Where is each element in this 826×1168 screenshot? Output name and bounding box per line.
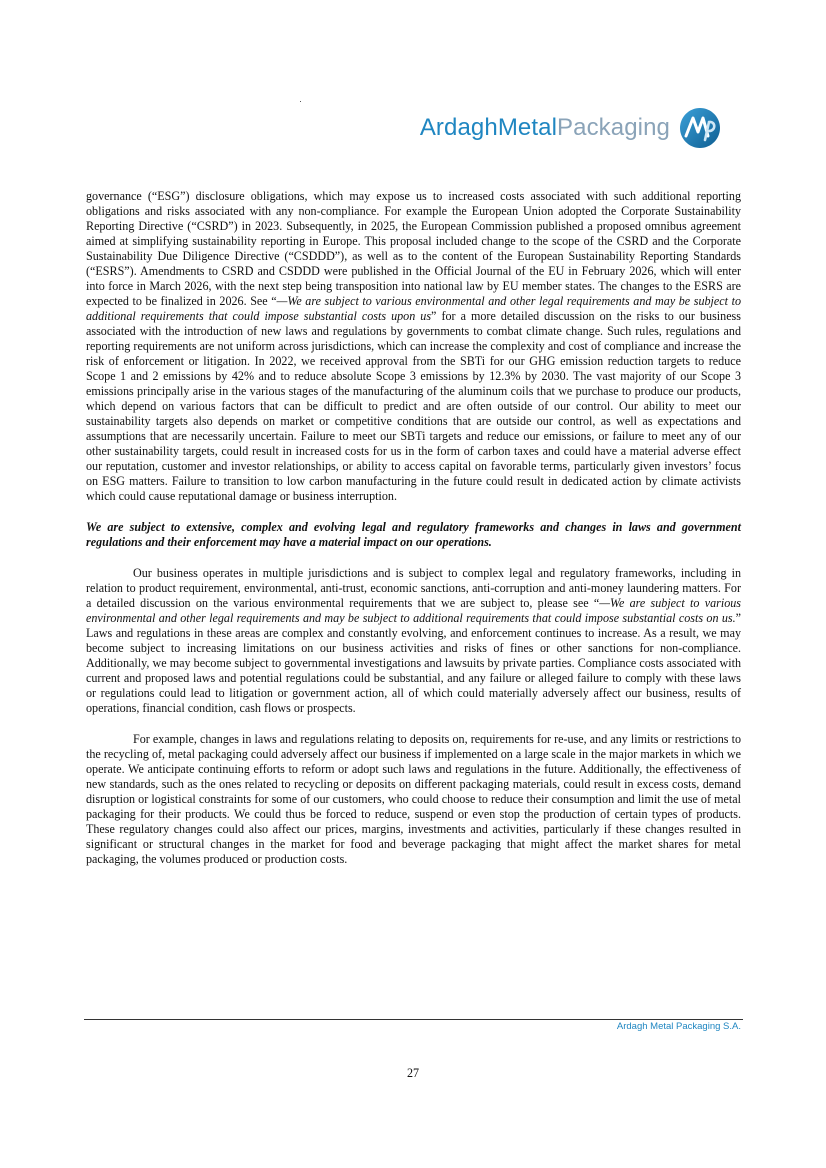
amp-logo-icon	[678, 106, 722, 150]
cross-reference-link[interactable]: —We are subject to various environmental and other legal requirements and may be subject to additional requirements that could impose substantial costs on us.	[86, 596, 742, 625]
paragraph-esg-disclosure: governance (“ESG”) disclosure obligations, which may expose us to increased costs associated with such additional reporting obligations and risks associated with any non-compliance. For example the European Union adopted the Corporate Sustainability Reporting Directive (“CSRD”) in 2023. Subsequently, in 2025, the European Commission published a proposed omnibus agreement aimed at simplifying sustainability reporting in Europe. This proposal included change to the scope of the CSRD and the Corporate Sustainability Due Diligence Directive (“CSDDD”), as well as to the content of the European Sustainability Reporting Standards (“ESRS”). Amendments to CSRD and CSDDD were published in the Official Journal of the EU in February 2026, which will enter into force in March 2026, with the next step being transposition into national law by EU member states. The changes to the ESRS are expected to be finalized in 2026. See “—We are subject to various environmental and other legal requirements and may be subject to additional requirements that could impose substantial costs upon us” for a more detailed discussion on the risks to our business associated with the introduction of new laws and regulations by governments to combat climate change. Such rules, regulations and reporting requirements are not uniform across jurisdictions, which can increase the complexity and cost of compliance and increase the risk of enforcement or litigation. In 2022, we received approval from the SBTi for our GHG emission reduction targets to reduce Scope 1 and 2 emissions by 42% and to reduce absolute Scope 3 emissions by 12.3% by 2030. The vast majority of our Scope 3 emissions principally arise in the various stages of the manufacturing of the aluminum coils that we purchase to produce our products, which depend on various factors that can be difficult to predict and are often outside of our control. Our ability to meet our sustainability targets also depends on market or competitive conditions that are outside our control, as well as expectations and assumptions that are necessarily uncertain. Failure to meet our SBTi targets and reduce our emissions, or failure to meet any of our other sustainability targets, could result in increased costs for us in the form of carbon taxes and could have a material adverse effect our reputation, customer and investor relationships, or ability to access capital on favorable terms, particularly given investors’ focus on ESG matters. Failure to transition to low carbon manufacturing in the future could result in dedicated action by climate activists which could cause reputational damage or business interruption.	[86, 189, 742, 503]
company-logo	[420, 104, 722, 152]
cross-reference-link[interactable]: —We are subject to various environmental and other legal requirements and may be subject to additional requirements that could impose substantial costs upon us	[86, 294, 742, 323]
stray-dot	[300, 101, 301, 102]
logo-wordmark	[420, 114, 670, 142]
logo-word-ardagh: Ardagh	[419, 114, 498, 141]
paragraph-recycling-laws: For example, changes in laws and regulations relating to deposits on, requirements for re-use, and any limits or restrictions to the recycling of, metal packaging could adversely affect our business if implemented on a large scale in the major markets in which we operate. We anticipate continuing efforts to reform or adopt such laws and regulations in the future. Additionally, the effectiveness of new standards, such as the ones related to recycling or deposits on different packaging materials, could result in excess costs, demand disruption or logistical constraints for some of our customers, who could choose to reduce their consumption and limit the use of metal packaging for their products. We could thus be forced to reduce, suspend or even stop the production of certain types of products. These regulatory changes could also affect our prices, margins, investments and activities, particularly if these changes resulted in significant or structural changes in the market for food and beverage packaging that might affect the market shares for metal packaging, the volumes produced or production costs.	[86, 732, 741, 866]
paragraph-regulatory-frameworks: Our business operates in multiple jurisdictions and is subject to complex legal and regulatory frameworks, including in relation to product requirement, environmental, anti-trust, economic sanctions, anti-corruption and anti-money laundering matters. For a detailed discussion on the various environmental requirements that we are subject to, please see “—We are subject to various environmental and other legal requirements and may be subject to additional requirements that could impose substantial costs on us.” Laws and regulations in these areas are complex and constantly evolving, and enforcement continues to increase. As a result, we may become subject to increasing limitations on our business activities and risks of fines or other sanctions for non-compliance. Additionally, we may become subject to governmental investigations and lawsuits by private parties. Compliance costs associated with current and proposed laws and potential regulations could be substantial, and any failure or alleged failure to comply with these laws or regulations could lead to litigation or government action, all of which could materially adversely affect our business, results of operations, financial condition, cash flows or prospects.	[86, 566, 742, 715]
logo-word-packaging: Packaging	[557, 114, 670, 141]
page-number: 27	[406, 1066, 420, 1080]
document-body	[86, 189, 741, 867]
section-heading: We are subject to extensive, complex and evolving legal and regulatory frameworks and changes in laws and government regulations and their enforcement may have a material impact on our operations.	[86, 520, 741, 549]
footer-divider	[84, 1019, 743, 1020]
footer-company-name: Ardagh Metal Packaging S.A.	[616, 1021, 741, 1032]
logo-word-metal: Metal	[497, 114, 558, 141]
